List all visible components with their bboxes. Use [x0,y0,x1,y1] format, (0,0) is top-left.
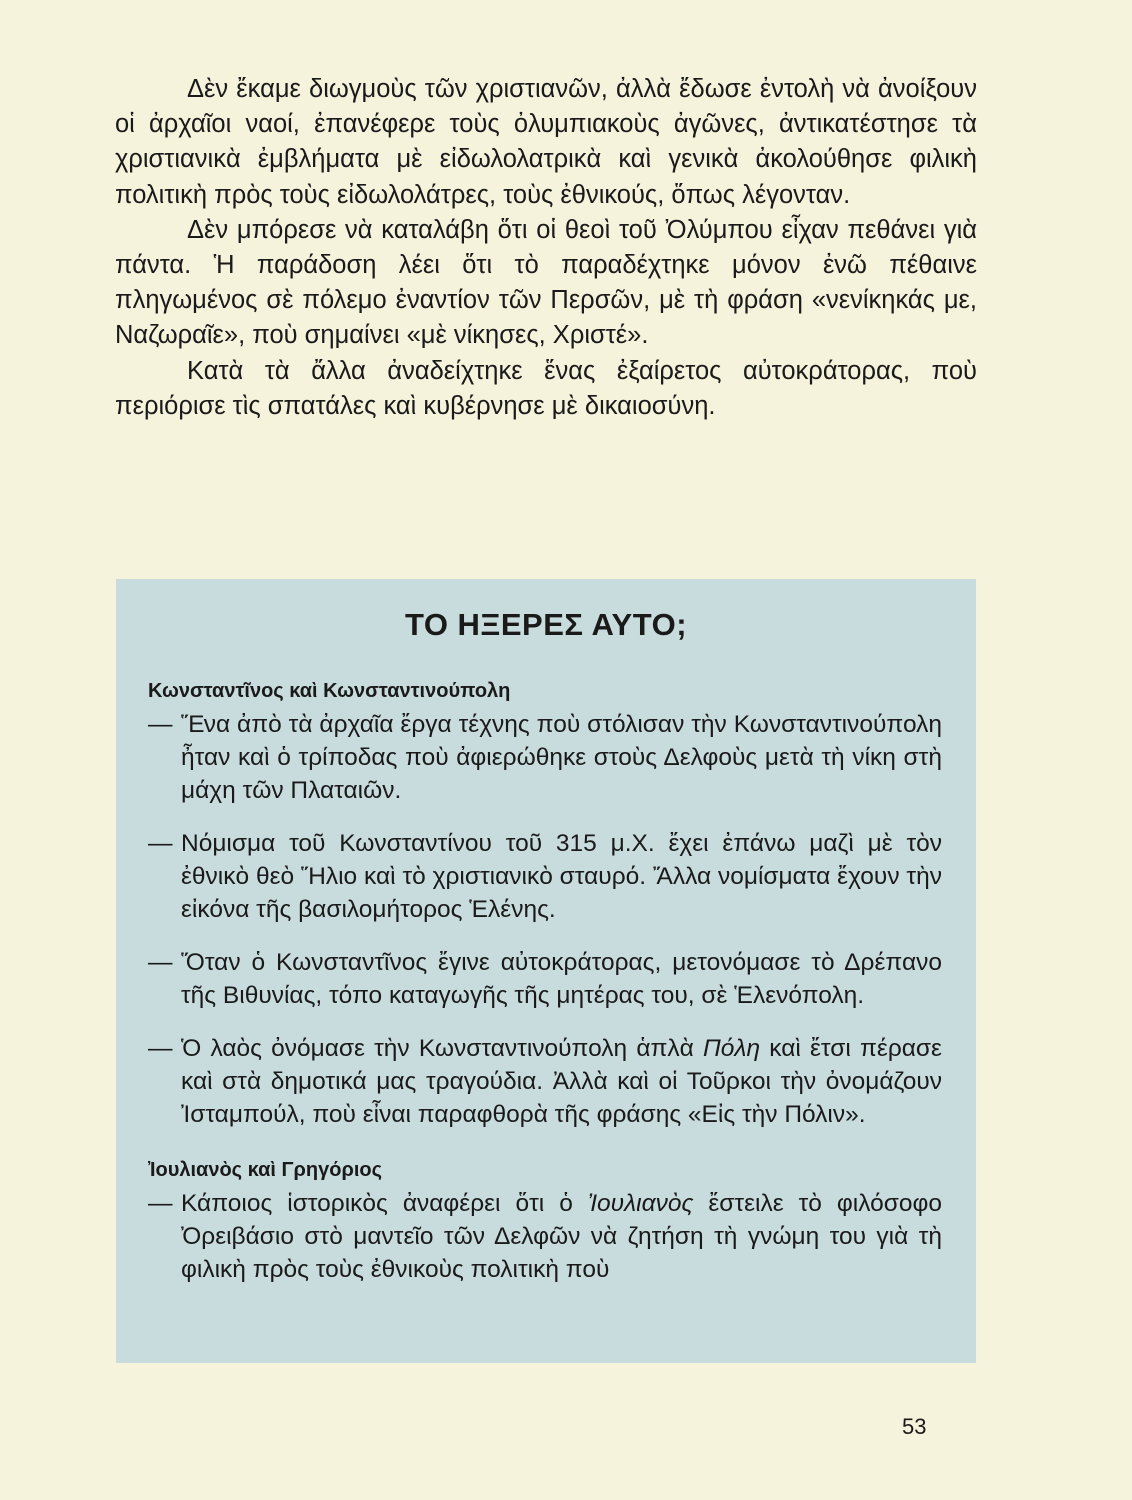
fact-text-part: Ὁ λαὸς ὀνόμασε τὴν Κωνσταντινούπολη ἁπλὰ [181,1035,704,1062]
main-text [115,72,977,424]
dash-mark: — [148,711,173,738]
fact-item [148,1032,942,1131]
section-heading-constantine: Κωνσταντῖνος καὶ Κωνσταντινούπολη [148,680,511,702]
fact-item [148,827,942,926]
paragraph-3: Κατὰ τὰ ἄλλα ἀναδείχτηκε ἕνας ἐξαίρετος αὐτοκράτορας, ποὺ περιόρισε τὶς σπατάλες καὶ κυβέρνησε μὲ δικαιοσύνη. [115,356,977,420]
dash-mark: — [148,830,173,857]
fact-text: Νόμισμα τοῦ Κωνσταντίνου τοῦ 315 μ.Χ. ἔχει ἐπάνω μαζὶ μὲ τὸν ἐθνικὸ θεὸ Ἥλιο καὶ τὸ χριστιανικὸ σταυρό. Ἄλλα νομίσματα ἔχουν τὴν εἰκόνα τῆς βασιλομήτορος Ἑλένης. [181,830,942,923]
box-title: ΤΟ ΗΞΕΡΕΣ ΑΥΤΟ; [404,607,688,642]
box-content [148,678,942,1286]
fact-text: Ἕνα ἀπὸ τὰ ἀρχαῖα ἔργα τέχνης ποὺ στόλισαν τὴν Κωνσταντινούπολη ἦταν καὶ ὁ τρίποδας ποὺ ἀφιερώθηκε στοὺς Δελφοὺς μετὰ τὴ νίκη στὴ μάχη τῶν Πλαταιῶν. [181,711,942,804]
fact-text-part: ἔστειλε τὸ φιλόσοφο Ὀρειβάσιο στὸ μαντεῖο τῶν Δελφῶν νὰ ζητήση τὴ γνώμη του γιὰ τὴ φιλικὴ πρὸς τοὺς ἐθνικοὺς πολιτικὴ ποὺ [181,1190,942,1283]
section-heading-julian: Ἰουλιανὸς καὶ Γρηγόριος [148,1159,383,1181]
fact-text-italic: Πόλη [703,1035,761,1062]
dash-mark: — [148,949,173,976]
dash-mark: — [148,1190,173,1217]
fact-text-part: καὶ ἔτσι πέρασε καὶ στὰ δημοτικά μας τραγούδια. Ἀλλὰ καὶ οἱ Τοῦρκοι τὴν ὀνομάζουν Ἰσταμπούλ, ποὺ εἶναι παραφθορὰ τῆς φράσης «Εἰς τὴν Πόλιν». [181,1035,942,1128]
did-you-know-box [116,579,976,1363]
dash-mark: — [148,1035,173,1062]
fact-text-part: Κάποιος ἱστορικὸς ἀναφέρει ὅτι ὁ [181,1190,588,1217]
page-number: 53 [902,1414,927,1439]
fact-item [148,708,942,807]
fact-item [148,1187,942,1286]
fact-text: Ὅταν ὁ Κωνσταντῖνος ἔγινε αὐτοκράτορας, μετονόμασε τὸ Δρέπανο τῆς Βιθυνίας, τόπο καταγωγῆς τῆς μητέρας του, σὲ Ἑλενόπολη. [181,949,942,1009]
fact-text-italic: Ἰουλιανὸς [587,1190,694,1217]
fact-item [148,946,942,1012]
paragraph-2: Δὲν μπόρεσε νὰ καταλάβη ὅτι οἱ θεοὶ τοῦ Ὀλύμπου εἶχαν πεθάνει γιὰ πάντα. Ἡ παράδοση λέει ὅτι τὸ παραδέχτηκε μόνον ἐνῶ πέθαινε πληγωμένος σὲ πόλεμο ἐναντίον τῶν Περσῶν, μὲ τὴ φράση «νενίκηκάς με, Ναζωραῖε», ποὺ σημαίνει «μὲ νίκησες, Χριστέ». [115,215,977,350]
paragraph-1: Δὲν ἔκαμε διωγμοὺς τῶν χριστιανῶν, ἀλλὰ ἔδωσε ἐντολὴ νὰ ἀνοίξουν οἱ ἀρχαῖοι ναοί, ἐπανέφερε τοὺς ὀλυμπιακοὺς ἀγῶνες, ἀντικατέστησε τὰ χριστιανικὰ ἐμβλήματα μὲ εἰδωλολατρικὰ καὶ γενικὰ ἀκολούθησε φιλικὴ πολιτικὴ πρὸς τοὺς εἰδωλολάτρες, τοὺς ἐθνικούς, ὅπως λέγονταν. [115,75,977,209]
